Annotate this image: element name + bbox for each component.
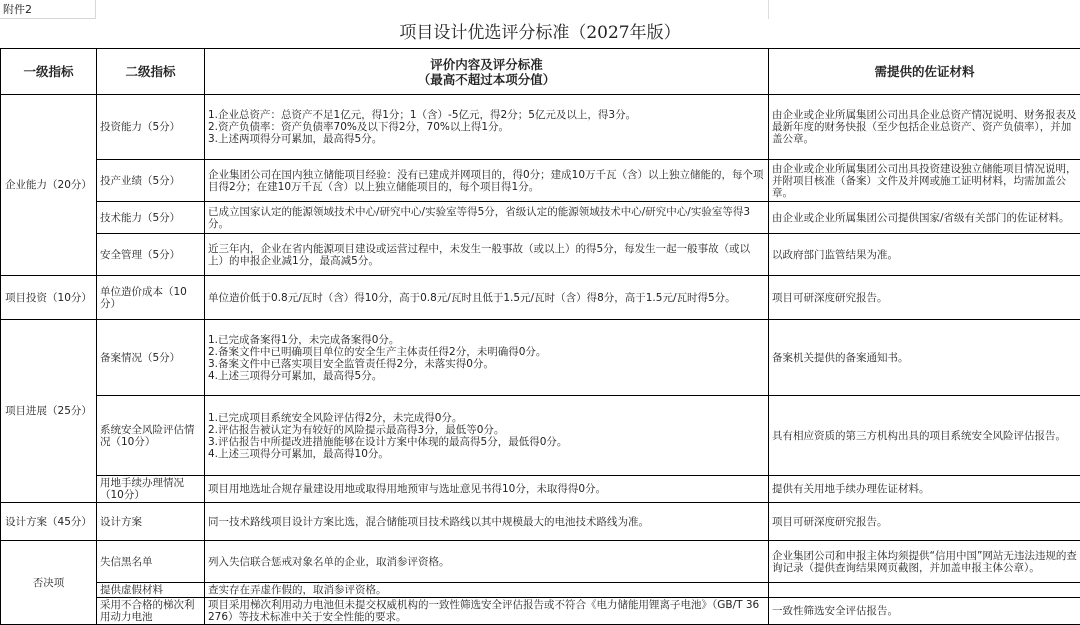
criteria-cell — [205, 583, 769, 598]
materials-cell: 项目可研深度研究报告。 — [769, 276, 1080, 320]
level1-cell: 否决项 — [1, 541, 97, 625]
materials-cell — [769, 583, 1080, 598]
criteria-line: 同一技术路线项目设计方案比选，混合储能项目技术路线以其中规模最大的电池技术路线为准。 — [208, 516, 765, 528]
table-row — [1, 396, 1080, 476]
criteria-line: 3.备案文件中已落实项目安全监管责任得2分，未落实得0分。 — [208, 358, 765, 370]
header-criteria — [205, 49, 769, 95]
criteria-line: 查实存在弄虚作假的，取消参评资格。 — [208, 584, 765, 596]
criteria-line: 2.评估报告被认定为有较好的风险提示最高得3分，最低等0分。 — [208, 424, 765, 436]
materials-cell: 具有相应资质的第三方机构出具的项目系统安全风险评估报告。 — [769, 396, 1080, 476]
criteria-line: 1.企业总资产：总资产不足1亿元，得1分；1（含）-5亿元，得2分；5亿元及以上，得3分。 — [208, 109, 765, 121]
materials-cell: 由企业或企业所属集团公司提供国家/省级有关部门的佐证材料。 — [769, 202, 1080, 234]
criteria-cell — [205, 234, 769, 276]
criteria-line: 3.上述两项得分可累加，最高得5分。 — [208, 133, 765, 145]
criteria-line: 已成立国家认定的能源领域技术中心/研究中心/实验室等得5分，省级认定的能源领域技术中心/研究中心/实验室等得3分。 — [208, 206, 765, 230]
criteria-cell — [205, 396, 769, 476]
criteria-line: 3.评估报告中所提改进措施能够在设计方案中体现的最高得5分，最低得0分。 — [208, 436, 765, 448]
grid-line — [768, 0, 769, 19]
top-bar — [0, 0, 1080, 19]
table-row — [1, 95, 1080, 160]
table-row — [1, 503, 1080, 541]
level1-cell: 设计方案（45分） — [1, 503, 97, 541]
materials-cell: 由企业或企业所属集团公司出具投资建设独立储能项目情况说明，并附项目核准（备案）文件及并网或施工证明材料，均需加盖公章。 — [769, 160, 1080, 202]
level2-cell: 采用不合格的梯次利用动力电池 — [97, 598, 205, 625]
criteria-cell — [205, 476, 769, 503]
table-row — [1, 583, 1080, 598]
header-row — [1, 49, 1080, 95]
criteria-line: 列入失信联合惩戒对象名单的企业，取消参评资格。 — [208, 556, 765, 568]
criteria-cell — [205, 202, 769, 234]
table-row — [1, 541, 1080, 583]
level2-cell: 用地手续办理情况（10分） — [97, 476, 205, 503]
level2-cell: 提供虚假材料 — [97, 583, 205, 598]
materials-cell: 提供有关用地手续办理佐证材料。 — [769, 476, 1080, 503]
level2-cell: 安全管理（5分） — [97, 234, 205, 276]
criteria-line: 单位造价低于0.8元/瓦时（含）得10分，高于0.8元/瓦时且低于1.5元/瓦时（含）得8分，高于1.5元/瓦时得5分。 — [208, 292, 765, 304]
table-row — [1, 160, 1080, 202]
table-body — [1, 95, 1080, 625]
level1-cell: 企业能力（20分） — [1, 95, 97, 276]
table-row — [1, 476, 1080, 503]
materials-cell: 项目可研深度研究报告。 — [769, 503, 1080, 541]
level1-cell: 项目进展（25分） — [1, 320, 97, 503]
materials-cell: 以政府部门监管结果为准。 — [769, 234, 1080, 276]
criteria-cell — [205, 95, 769, 160]
level2-cell: 投产业绩（5分） — [97, 160, 205, 202]
level2-cell: 系统安全风险评估情况（10分） — [97, 396, 205, 476]
level1-cell: 项目投资（10分） — [1, 276, 97, 320]
level2-cell: 单位造价成本（10分） — [97, 276, 205, 320]
criteria-line: 2.资产负债率：资产负债率70%及以下得2分，70%以上得1分。 — [208, 121, 765, 133]
header-criteria-line2: （最高不超过本项分值） — [207, 72, 766, 87]
header-criteria-line1: 评价内容及评分标准 — [207, 57, 766, 72]
criteria-line: 4.上述三项得分可累加，最高得5分。 — [208, 370, 765, 382]
criteria-cell — [205, 160, 769, 202]
scoring-table — [0, 48, 1080, 625]
table-row — [1, 202, 1080, 234]
header-materials: 需提供的佐证材料 — [769, 49, 1080, 95]
materials-cell: 一致性筛选安全评估报告。 — [769, 598, 1080, 625]
header-level1: 一级指标 — [1, 49, 97, 95]
table-row — [1, 320, 1080, 396]
materials-cell: 备案机关提供的备案通知书。 — [769, 320, 1080, 396]
criteria-line: 近三年内，企业在省内能源项目建设或运营过程中，未发生一般事故（或以上）的得5分，每发生一起一般事故（或以上）的申报企业减1分，最高减5分。 — [208, 243, 765, 267]
criteria-cell — [205, 541, 769, 583]
table-row — [1, 598, 1080, 625]
attachment-label: 附件2 — [0, 0, 96, 19]
criteria-cell — [205, 598, 769, 625]
table-row — [1, 234, 1080, 276]
criteria-line: 项目采用梯次利用动力电池但未提交权威机构的一致性筛选安全评估报告或不符合《电力储能用锂离子电池》（GB/T 36276）等技术标准中关于安全性能的要求。 — [208, 599, 765, 623]
table-row — [1, 276, 1080, 320]
criteria-cell — [205, 320, 769, 396]
level2-cell: 技术能力（5分） — [97, 202, 205, 234]
criteria-line: 项目用地选址合规存量建设用地或取得用地预审与选址意见书得10分，未取得得0分。 — [208, 483, 765, 495]
criteria-cell — [205, 503, 769, 541]
materials-cell: 企业集团公司和申报主体均须提供“信用中国”网站无违法违规的查询记录（提供查询结果网页截图，并加盖申报主体公章）。 — [769, 541, 1080, 583]
level2-cell: 备案情况（5分） — [97, 320, 205, 396]
level2-cell: 设计方案 — [97, 503, 205, 541]
header-level2: 二级指标 — [97, 49, 205, 95]
criteria-line: 1.已完成备案得1分，未完成备案得0分。 — [208, 334, 765, 346]
criteria-line: 2.备案文件中已明确项目单位的安全生产主体责任得2分，未明确得0分。 — [208, 346, 765, 358]
criteria-line: 企业集团公司在国内独立储能项目经验：没有已建成并网项目的，得0分；建成10万千瓦（含）以上独立储能的，每个项目得2分；在建10万千瓦（含）以上独立储能项目的，每个项目得1分。 — [208, 169, 765, 193]
criteria-line: 4.上述三项得分可累加，最高得10分。 — [208, 448, 765, 460]
materials-cell: 由企业或企业所属集团公司出具企业总资产情况说明、财务报表及最新年度的财务快报（至少包括企业总资产、资产负债率），并加盖公章。 — [769, 95, 1080, 160]
page-title: 项目设计优选评分标准（2027年版） — [0, 19, 1080, 48]
level2-cell: 投资能力（5分） — [97, 95, 205, 160]
criteria-cell — [205, 276, 769, 320]
level2-cell: 失信黑名单 — [97, 541, 205, 583]
criteria-line: 1.已完成项目系统安全风险评估得2分，未完成得0分。 — [208, 412, 765, 424]
